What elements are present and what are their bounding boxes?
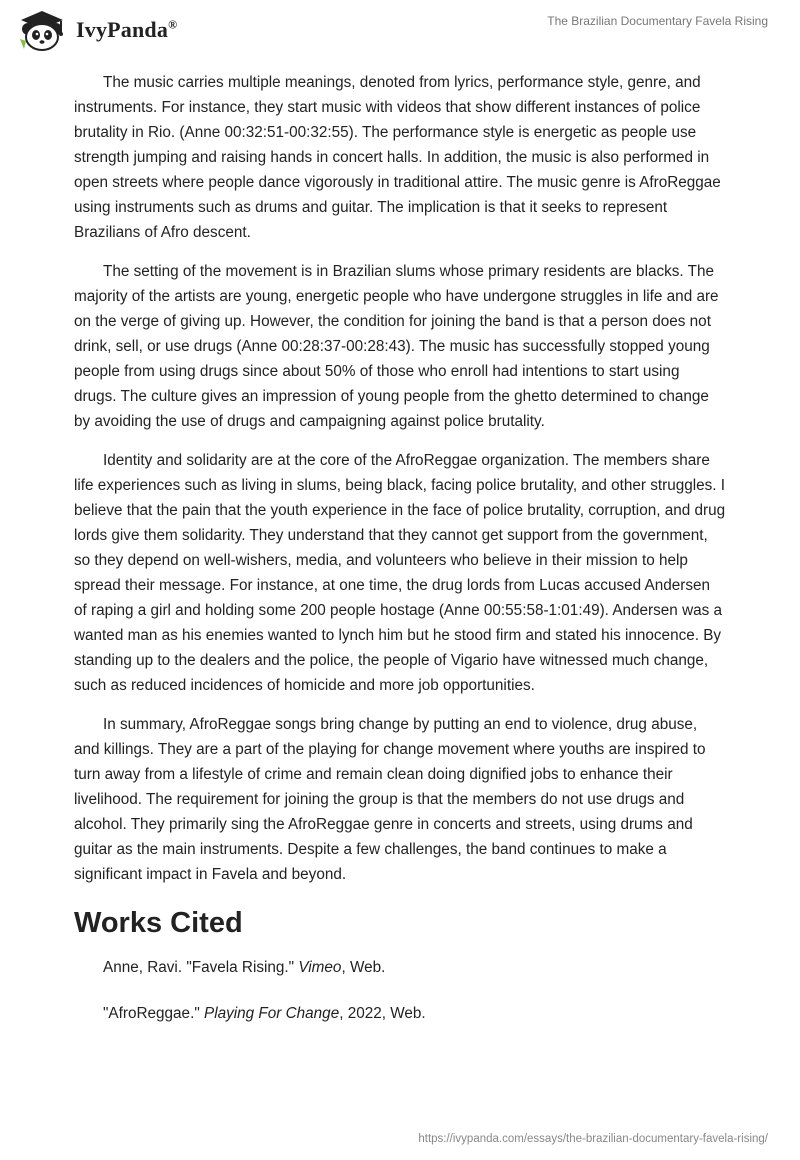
paragraph: The setting of the movement is in Brazilian slums whose primary residents are blacks. The majority of the artists are young, energetic people who have undergone struggles in life and are on the verge of giving up. However, the condition for joining the band is that a person does not drink, sell, or use drugs (Anne 00:28:37-00:28:43). The music has successfully stopped young people from using drugs since about 50% of those who enroll had intentions to start using drugs. The culture gives an impression of young people from the ghetto determined to change by avoiding the use of drugs and campaigning against police brutality.: [74, 263, 719, 430]
source-url-link[interactable]: https://ivypanda.com/essays/the-brazilian-documentary-favela-rising/: [418, 1133, 768, 1145]
citation-entry: Anne, Ravi. "Favela Rising." Vimeo, Web.: [103, 959, 386, 976]
citation-entry: "AfroReggae." Playing For Change, 2022, Web.: [103, 1005, 426, 1022]
page-header: [0, 0, 800, 60]
logo-text: IvyPanda®: [76, 17, 178, 42]
essay-body: [74, 70, 726, 1047]
paragraph: Identity and solidarity are at the core of the AfroReggae organization. The members share life experiences such as living in slums, being black, facing police brutality, and other struggles. I believe that the pain that the youth experience in the face of police brutality, corruption, and drug lords give them solidarity. They understand that they cannot get support from the government, so they depend on well-wishers, media, and volunteers who believe in their mission to help spread their message. For instance, at one time, the drug lords from Lucas accused Andersen of raping a girl and holding some 200 people hostage (Anne 00:55:58-1:01:49). Andersen was a wanted man as his enemies wanted to lynch him but he stood firm and stated his innocence. By standing up to the dealers and the police, the people of Vigario have witnessed much change, such as reduced incidences of homicide and more job opportunities.: [74, 452, 726, 694]
panda-graduate-icon: [16, 9, 68, 51]
paragraph: The music carries multiple meanings, denoted from lyrics, performance style, genre, and instruments. For instance, they start music with videos that show different instances of police brutality in Rio. (Anne 00:32:51-00:32:55). The performance style is energetic as people use strength jumping and raising hands in concert halls. In addition, the music is also performed in open streets where people dance vigorously in traditional attire. The music genre is AfroReggae using instruments such as drums and guitar. The implication is that it seeks to represent Brazilians of Afro descent.: [74, 74, 721, 241]
document-title: The Brazilian Documentary Favela Rising: [547, 14, 768, 28]
site-logo[interactable]: [16, 9, 177, 51]
paragraph: In summary, AfroReggae songs bring change by putting an end to violence, drug abuse, and killings. They are a part of the playing for change movement where youths are inspired to turn away from a lifestyle of crime and remain clean doing dignified jobs to enhance their livelihood. The requirement for joining the group is that the members do not use drugs and alcohol. They primarily sing the AfroReggae genre in concerts and streets, using drums and guitar as the main instruments. Despite a few challenges, the band continues to make a significant impact in Favela and beyond.: [74, 716, 706, 883]
works-cited-heading: Works Cited: [74, 907, 243, 939]
